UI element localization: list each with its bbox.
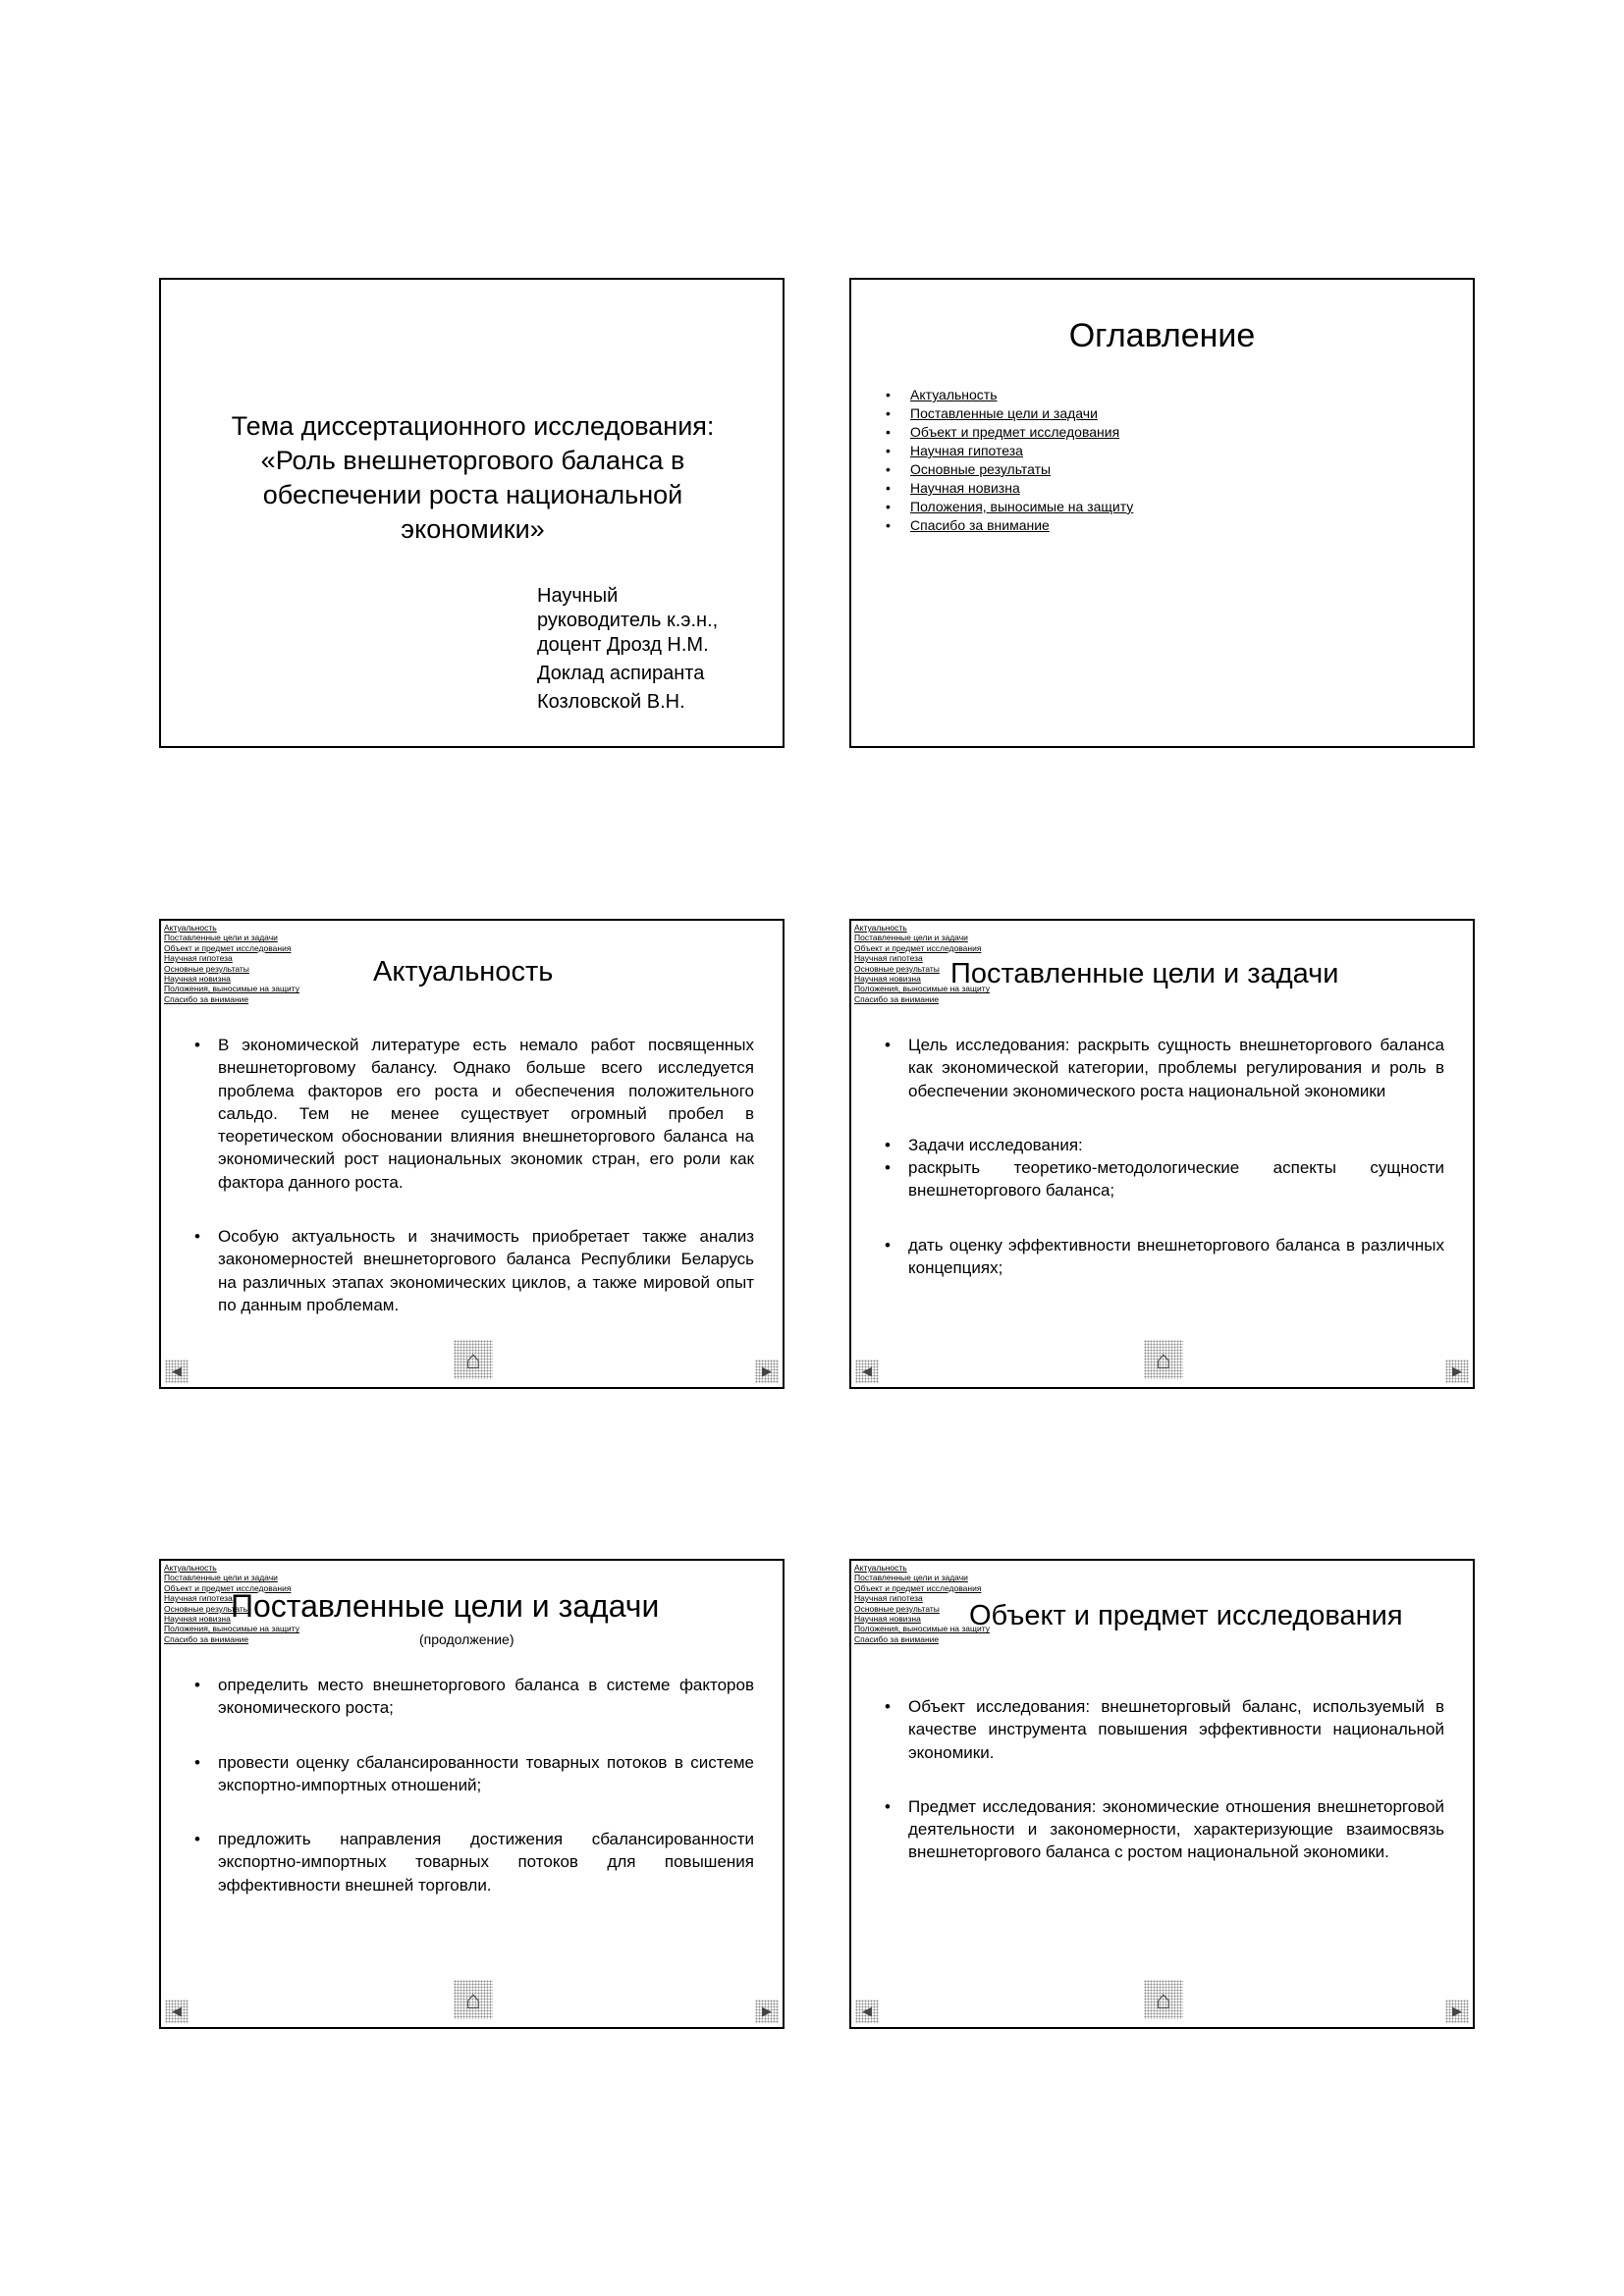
slide-table-of-contents <box>849 278 1475 748</box>
next-slide-button[interactable] <box>755 2000 779 2023</box>
home-icon: ⌂ <box>1156 1344 1171 1374</box>
supervisor-line-2: руководитель к.э.н., <box>537 610 719 631</box>
mini-nav-link[interactable]: Спасибо за внимание <box>854 993 940 1004</box>
prev-slide-button[interactable] <box>855 2000 879 2023</box>
home-icon: ⌂ <box>465 1344 481 1374</box>
slide-title: Поставленные цели и задачи <box>950 958 1339 989</box>
slide-title: Объект и предмет исследования <box>969 1600 1403 1631</box>
mini-nav-link[interactable]: Научная гипотеза <box>854 1593 923 1604</box>
mini-nav-link[interactable]: Научная гипотеза <box>854 953 923 964</box>
toc-list <box>886 386 1133 535</box>
toc-item <box>886 516 1133 535</box>
prev-slide-button[interactable] <box>855 1360 879 1383</box>
prev-slide-button[interactable] <box>165 1360 189 1383</box>
home-button[interactable] <box>1144 1980 1183 2019</box>
bullet-item: • предложить направления достижения сбалансированности экспортно-импортных товарных потоков для повышения эффективности внешней торговли. <box>192 1828 754 1896</box>
mini-nav-link[interactable]: Поставленные цели и задачи <box>164 933 278 943</box>
mini-nav-link[interactable]: Основные результаты <box>164 1603 249 1614</box>
mini-nav-link[interactable]: Объект и предмет исследования <box>164 1582 292 1593</box>
mini-nav <box>164 923 299 1004</box>
prev-arrow-icon: ◀ <box>862 1363 872 1378</box>
mini-nav-link[interactable]: Объект и предмет исследования <box>854 942 982 953</box>
bullet-item: • Особую актуальность и значимость приобретает также анализ закономерностей внешнеторгового баланса Республики Беларусь на различных этапах экономических циклов, а также мировой опыт по данным проблемам. <box>192 1225 754 1316</box>
toc-link-relevance[interactable]: Актуальность <box>910 387 998 402</box>
bullet-list <box>883 1695 1444 1864</box>
toc-title: Оглавление <box>1068 317 1256 354</box>
dissertation-topic: Тема диссертационного исследования: «Роль внешнеторгового баланса в обеспечении роста национальной экономики» <box>231 411 715 544</box>
mini-nav-link[interactable]: Научная новизна <box>164 974 231 985</box>
toc-link-goals[interactable]: Поставленные цели и задачи <box>910 405 1098 421</box>
bullet-item: • Предмет исследования: экономические отношения внешнеторговой деятельности и закономерности, характеризующие взаимосвязь внешнеторгового баланса с ростом национальной экономики. <box>883 1795 1444 1864</box>
mini-nav-link[interactable]: Основные результаты <box>854 963 940 974</box>
mini-nav-link[interactable]: Спасибо за внимание <box>164 1633 249 1644</box>
bullet-item: • определить место внешнеторгового баланса в системе факторов экономического роста; <box>192 1674 754 1720</box>
supervisor-line-3: доцент Дрозд Н.М. <box>537 634 709 656</box>
mini-nav-link[interactable]: Актуальность <box>164 923 217 933</box>
toc-link-object[interactable]: Объект и предмет исследования <box>910 424 1120 440</box>
mini-nav-link[interactable]: Поставленные цели и задачи <box>164 1573 278 1583</box>
next-slide-button[interactable] <box>1445 2000 1469 2023</box>
slide-goals <box>849 919 1475 1389</box>
mini-nav-link[interactable]: Научная новизна <box>854 1614 921 1625</box>
slide-title: Актуальность <box>373 956 554 988</box>
mini-nav-link[interactable]: Объект и предмет исследования <box>854 1582 982 1593</box>
home-button[interactable] <box>454 1340 493 1379</box>
mini-nav-link[interactable]: Актуальность <box>164 1563 217 1573</box>
home-button[interactable] <box>1144 1340 1183 1379</box>
bullet-list <box>883 1034 1444 1279</box>
slide-subtitle: (продолжение) <box>419 1631 514 1647</box>
next-slide-button[interactable] <box>1445 1360 1469 1383</box>
mini-nav-link[interactable]: Актуальность <box>854 923 907 933</box>
mini-nav-link[interactable]: Поставленные цели и задачи <box>854 933 968 943</box>
slide-title-page <box>159 278 785 748</box>
report-line-1: Доклад аспиранта <box>537 663 705 684</box>
report-line-2: Козловской В.Н. <box>537 691 685 713</box>
bullet-item: • Задачи исследования: <box>883 1134 1444 1156</box>
supervisor-line-1: Научный <box>537 585 619 607</box>
toc-link-results[interactable]: Основные результаты <box>910 461 1052 477</box>
bullet-item: • провести оценку сбалансированности товарных потоков в системе экспортно-импортных отношений; <box>192 1751 754 1797</box>
prev-slide-button[interactable] <box>165 2000 189 2023</box>
toc-link-hypothesis[interactable]: Научная гипотеза <box>910 443 1023 458</box>
bullet-list <box>192 1034 754 1316</box>
bullet-item: • Цель исследования: раскрыть сущность внешнеторгового баланса как экономической категории, проблемы регулирования и роль в обеспечении экономического роста национальной экономики <box>883 1034 1444 1102</box>
toc-item <box>886 386 1133 404</box>
bullet-item: • раскрыть теоретико-методологические аспекты сущности внешнеторгового баланса; <box>883 1156 1444 1202</box>
toc-item <box>886 404 1133 423</box>
prev-arrow-icon: ◀ <box>172 2003 182 2018</box>
toc-link-theses[interactable]: Положения, выносимые на защиту <box>910 499 1134 514</box>
mini-nav-link[interactable]: Основные результаты <box>164 963 249 974</box>
toc-item <box>886 479 1133 498</box>
mini-nav-link[interactable]: Положения, выносимые на защиту <box>854 984 990 994</box>
next-slide-button[interactable] <box>755 1360 779 1383</box>
slide-title: Поставленные цели и задачи <box>231 1588 660 1624</box>
home-icon: ⌂ <box>465 1984 481 2014</box>
slide-object-subject <box>849 1559 1475 2029</box>
home-icon: ⌂ <box>1156 1984 1171 2014</box>
mini-nav-link[interactable]: Научная гипотеза <box>164 953 233 964</box>
mini-nav-link[interactable]: Основные результаты <box>854 1603 940 1614</box>
next-arrow-icon: ▶ <box>1452 1363 1462 1378</box>
mini-nav-link[interactable]: Объект и предмет исследования <box>164 942 292 953</box>
mini-nav-link[interactable]: Научная гипотеза <box>164 1593 233 1604</box>
slide-goals-continued <box>159 1559 785 2029</box>
mini-nav-link[interactable]: Поставленные цели и задачи <box>854 1573 968 1583</box>
toc-item <box>886 460 1133 479</box>
bullet-item: • дать оценку эффективности внешнеторгового баланса в различных концепциях; <box>883 1234 1444 1280</box>
toc-item <box>886 423 1133 442</box>
author-block <box>537 584 718 715</box>
toc-item <box>886 442 1133 460</box>
mini-nav-link[interactable]: Положения, выносимые на защиту <box>854 1624 990 1634</box>
mini-nav-link[interactable]: Положения, выносимые на защиту <box>164 984 299 994</box>
toc-link-novelty[interactable]: Научная новизна <box>910 480 1020 496</box>
mini-nav-link[interactable]: Спасибо за внимание <box>164 993 249 1004</box>
mini-nav-link[interactable]: Актуальность <box>854 1563 907 1573</box>
toc-item <box>886 498 1133 516</box>
next-arrow-icon: ▶ <box>762 2003 772 2018</box>
home-button[interactable] <box>454 1980 493 2019</box>
bullet-item: • В экономической литературе есть немало работ посвященных внешнеторговому балансу. Однако больше всего исследуется проблема факторов его роста и обеспечения положительного сальдо. Тем не менее существует огромный пробел в теоретическом обосновании влияния внешнеторгового баланса на экономический рост национальных экономик стран, его роли как фактора данного роста. <box>192 1034 754 1194</box>
next-arrow-icon: ▶ <box>1452 2003 1462 2018</box>
slide-relevance <box>159 919 785 1389</box>
next-arrow-icon: ▶ <box>762 1363 772 1378</box>
mini-nav-link[interactable]: Научная новизна <box>164 1614 231 1625</box>
prev-arrow-icon: ◀ <box>862 2003 872 2018</box>
mini-nav-link[interactable]: Научная новизна <box>854 974 921 985</box>
bullet-list <box>192 1674 754 1896</box>
prev-arrow-icon: ◀ <box>172 1363 182 1378</box>
toc-link-thanks[interactable]: Спасибо за внимание <box>910 517 1050 533</box>
mini-nav-link[interactable]: Спасибо за внимание <box>854 1633 940 1644</box>
bullet-item: • Объект исследования: внешнеторговый баланс, используемый в качестве инструмента повышения эффективности национальной экономики. <box>883 1695 1444 1764</box>
mini-nav-link[interactable]: Положения, выносимые на защиту <box>164 1624 299 1634</box>
